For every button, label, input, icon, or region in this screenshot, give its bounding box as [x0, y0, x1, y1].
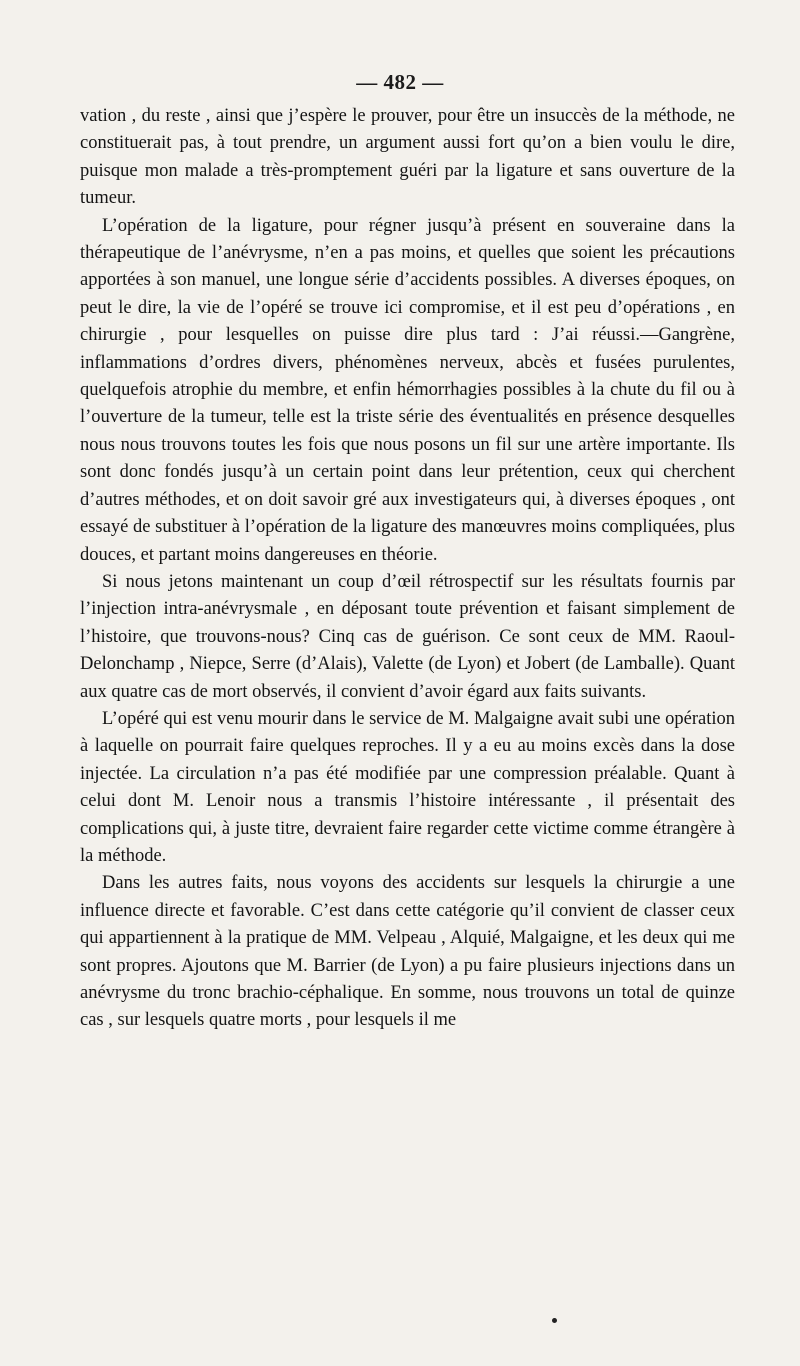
paragraph-2: L’opération de la ligature, pour régner jusqu’à présent en souveraine dans la thérapeutique de l’anévrysme, n’en a pas moins, et quelles que soient les précautions apportées à son manuel, une longue série d’accidents possibles. A diverses époques, on peut le dire, la vie de l’opéré se trouve ici compromise, et il est peu d’opérations , en chirurgie , pour lesquelles on puisse dire plus tard : J’ai réussi.—Gangrène, inflammations d’ordres divers, phénomènes nerveux, abcès et fusées purulentes, quelquefois atrophie du membre, et enfin hémorrhagies possibles à la chute du fil ou à l’ouverture de la tumeur, telle est la triste série des éventualités en présence desquelles nous nous trouvons toutes les fois que nous posons un fil sur une artère importante. Ils sont donc fondés jusqu’à un certain point dans leur prétention, ceux qui cherchent d’autres méthodes, et on doit savoir gré aux investigateurs qui, à diverses époques , ont essayé de substituer à l’opération de la ligature des manœuvres moins compliquées, plus douces, et partant moins dangereuses en théorie.	[80, 215, 735, 565]
body-text	[80, 103, 735, 1035]
paragraph-1: vation , du reste , ainsi que j’espère le prouver, pour être un insuccès de la méthode, ne constituerait pas, à tout prendre, un argument aussi fort qu’on a bien voulu le dire, puisque mon malade a très-promptement guéri par la ligature et sans ouverture de la tumeur.	[80, 106, 735, 209]
paragraph-5: Dans les autres faits, nous voyons des accidents sur lesquels la chirurgie a une influence directe et favorable. C’est dans cette catégorie qu’il convient de classer ceux qui appartiennent à la pratique de MM. Velpeau , Alquié, Malgaigne, et les deux qui me sont propres. Ajoutons que M. Barrier (de Lyon) a pu faire plusieurs injections dans un anévrysme du tronc brachio-céphalique. En somme, nous trouvons un total de quinze cas , sur lesquels quatre morts , pour lesquels il me	[80, 873, 735, 1031]
ink-speck	[552, 1318, 557, 1323]
paragraph-4: L’opéré qui est venu mourir dans le service de M. Malgaigne avait subi une opération à laquelle on pourrait faire quelques reproches. Il y a eu au moins excès dans la dose injectée. La circulation n’a pas été modifiée par une compression préalable. Quant à celui dont M. Lenoir nous a transmis l’histoire intéressante , il présentait des complications qui, à juste titre, devraient faire regarder cette victime comme étrangère à la méthode.	[80, 708, 735, 866]
paragraph-3: Si nous jetons maintenant un coup d’œil rétrospectif sur les résultats fournis par l’injection intra-anévrysmale , en déposant toute prévention et faisant simplement de l’histoire, que trouvons-nous? Cinq cas de guérison. Ce sont ceux de MM. Raoul-Delonchamp , Niepce, Serre (d’Alais), Valette (de Lyon) et Jobert (de Lamballe). Quant aux quatre cas de mort observés, il convient d’avoir égard aux faits suivants.	[80, 571, 735, 702]
page-number: — 482 —	[356, 70, 444, 94]
